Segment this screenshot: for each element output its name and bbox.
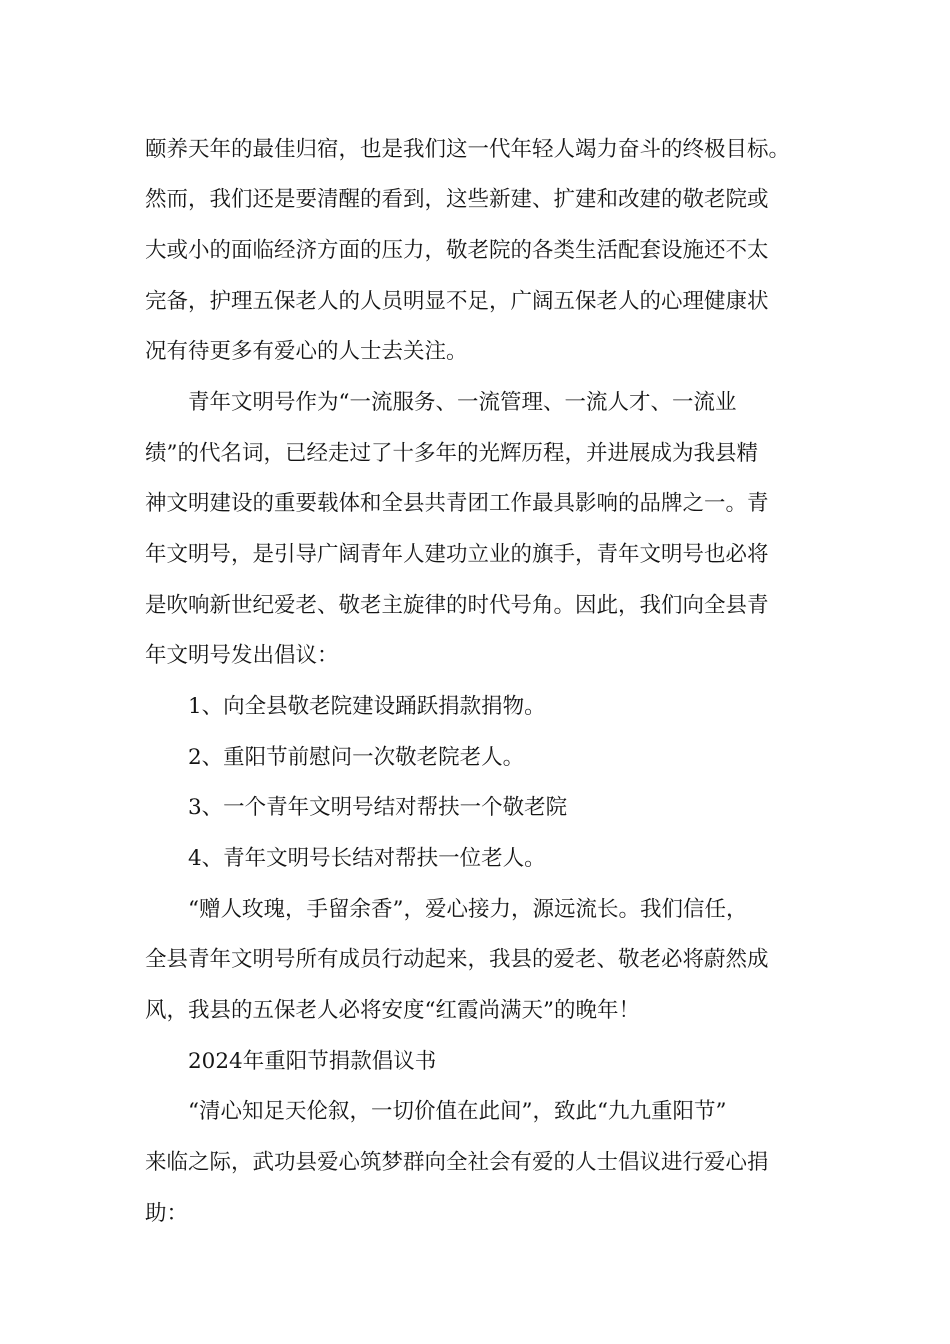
paragraph-line: 年文明号发出倡议： [145, 643, 339, 668]
paragraph-line: 然而，我们还是要清醒的看到，这些新建、扩建和改建的敬老院或 [145, 187, 769, 212]
list-item: 2、重阳节前慰问一次敬老院老人。 [188, 745, 525, 770]
section-heading: 2024年重阳节捐款倡议书 [188, 1049, 437, 1074]
paragraph-line: “赠人玫瑰，手留余香”，爱心接力，源远流长。我们信任， [188, 897, 748, 922]
list-item: 4、青年文明号长结对帮扶一位老人。 [188, 846, 546, 871]
paragraph-line: 绩”的代名词，已经走过了十多年的光辉历程，并进展成为我县精 [145, 441, 758, 466]
paragraph-line: 是吹响新世纪爱老、敬老主旋律的时代号角。因此，我们向全县青 [145, 593, 769, 618]
paragraph-line: 年文明号，是引导广阔青年人建功立业的旗手，青年文明号也必将 [145, 542, 769, 567]
paragraph-line: “清心知足天伦叙，一切价值在此间”，致此“九九重阳节” [188, 1099, 727, 1124]
list-item: 3、一个青年文明号结对帮扶一个敬老院 [188, 795, 568, 820]
paragraph-line: 大或小的面临经济方面的压力，敬老院的各类生活配套设施还不太 [145, 238, 769, 263]
paragraph-line: 颐养天年的最佳归宿，也是我们这一代年轻人竭力奋斗的终极目标。 [145, 137, 791, 162]
paragraph-line: 风，我县的五保老人必将安度“红霞尚满天”的晚年！ [145, 998, 640, 1023]
paragraph-line: 全县青年文明号所有成员行动起来，我县的爱老、敬老必将蔚然成 [145, 947, 769, 972]
paragraph-line: 完备，护理五保老人的人员明显不足，广阔五保老人的心理健康状 [145, 289, 769, 314]
paragraph-line: 来临之际，武功县爱心筑梦群向全社会有爱的人士倡议进行爱心捐 [145, 1150, 769, 1175]
paragraph-line: 助： [145, 1201, 189, 1226]
list-item: 1、向全县敬老院建设踊跃捐款捐物。 [188, 694, 546, 719]
paragraph-line: 青年文明号作为“一流服务、一流管理、一流人才、一流业 [188, 390, 737, 415]
paragraph-line: 神文明建设的重要载体和全县共青团工作最具影响的品牌之一。青 [145, 491, 769, 516]
paragraph-line: 况有待更多有爱心的人士去关注。 [145, 339, 468, 364]
